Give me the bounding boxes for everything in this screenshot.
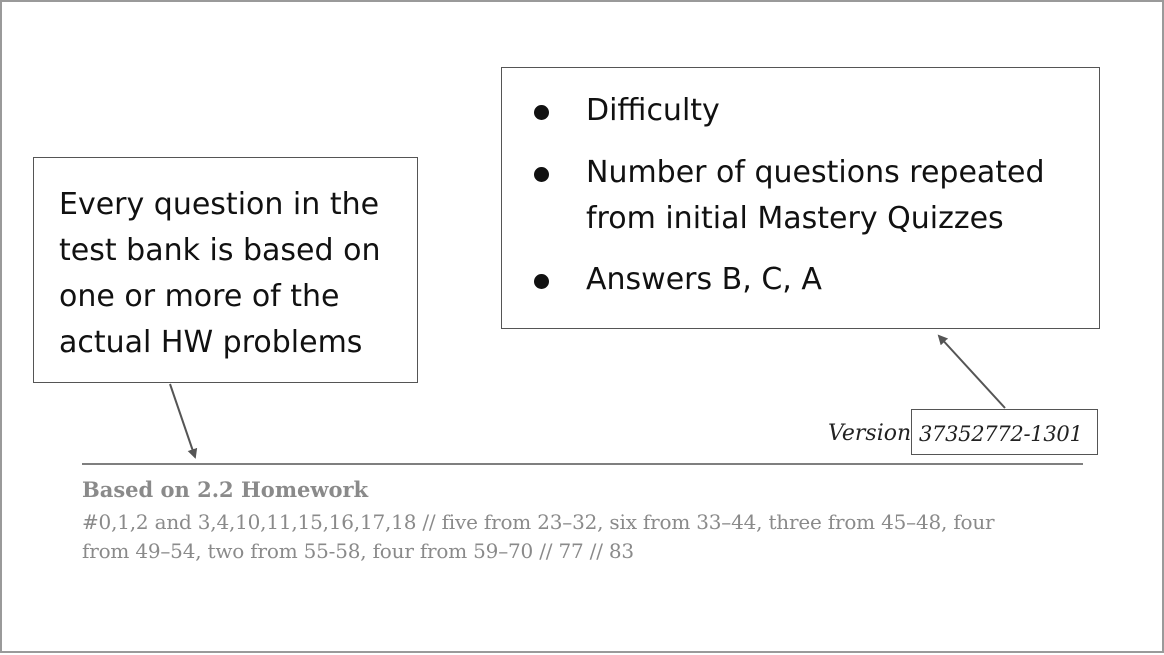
bullet-text: Answers B, C, A (586, 262, 822, 297)
horizontal-rule (82, 463, 1083, 465)
callout-text: Every question in the test bank is based on one or more of the actual HW problems (59, 187, 381, 360)
bullet-dot-icon (534, 274, 549, 289)
version-number: 37352772-1301 (919, 422, 1083, 446)
bullet-dot-icon (534, 105, 549, 120)
features-callout (501, 67, 1100, 329)
arrow-down-icon (170, 384, 195, 457)
section-heading: Based on 2.2 Homework (82, 477, 369, 502)
version-label: Version (828, 421, 912, 446)
bullet-dot-icon (534, 167, 549, 182)
question-bank-callout (33, 157, 418, 383)
arrow-up-icon (939, 336, 1005, 408)
section-body: #0,1,2 and 3,4,10,11,15,16,17,18 // five from 23–32, six from 33–44, three from 45–48, four from 49–54, two from 55-58, four from 59–70 // 77 // 83 (82, 510, 995, 563)
bullet-text: Number of questions repeated from initial Mastery Quizzes (586, 155, 1045, 236)
bullet-text: Difficulty (586, 93, 720, 128)
